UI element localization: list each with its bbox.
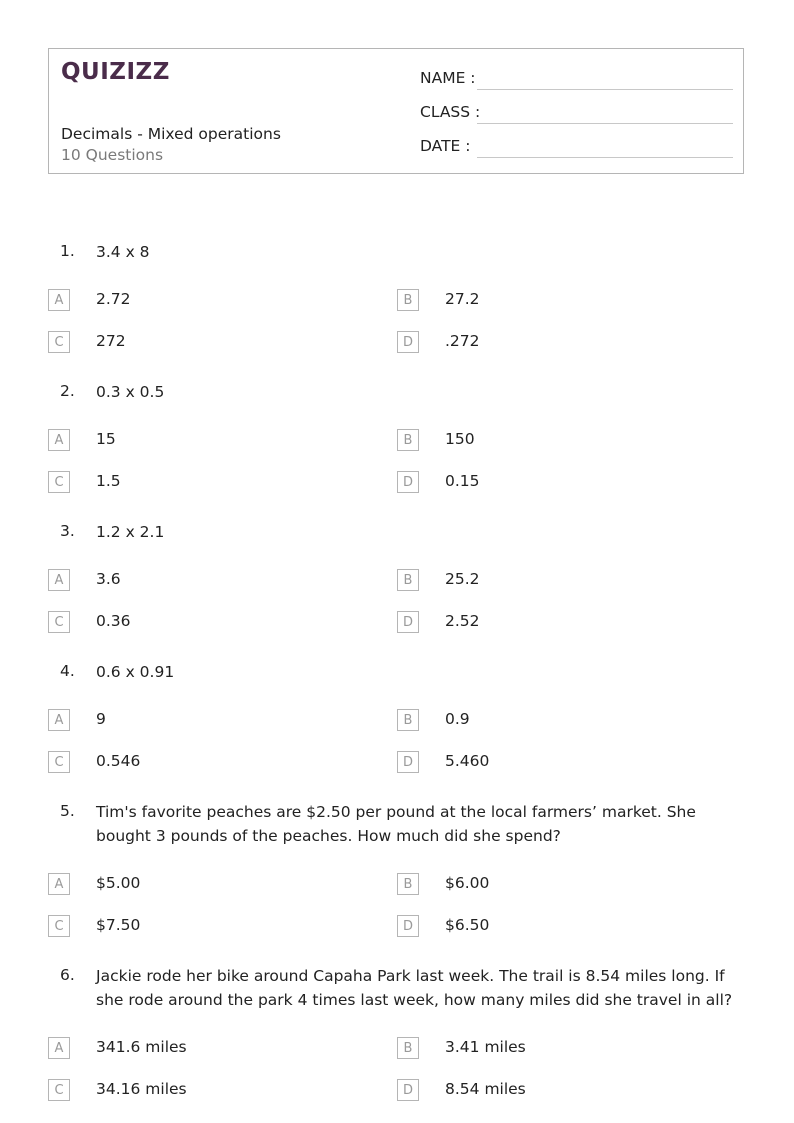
class-line[interactable]: [477, 123, 733, 124]
option-text-d: $6.50: [445, 916, 490, 934]
option-box-a[interactable]: A: [48, 289, 70, 311]
option-box-d[interactable]: D: [397, 751, 419, 773]
question-text: Jackie rode her bike around Capaha Park last week. The trail is 8.54 miles long. If she rode around the park 4 times last week, how many miles did she travel in all?: [96, 967, 733, 1009]
option-box-d[interactable]: D: [397, 471, 419, 493]
option-text-a: 341.6 miles: [96, 1038, 187, 1056]
option-text-d: 0.15: [445, 472, 480, 490]
option-box-c[interactable]: C: [48, 471, 70, 493]
option-text-a: 2.72: [96, 290, 131, 308]
worksheet-header: [48, 48, 744, 174]
option-text-c: 1.5: [96, 472, 121, 490]
option-box-a[interactable]: A: [48, 569, 70, 591]
name-line[interactable]: [477, 89, 733, 90]
option-box-a[interactable]: A: [48, 873, 70, 895]
option-text-c: 34.16 miles: [96, 1080, 187, 1098]
option-text-b: 27.2: [445, 290, 480, 308]
option-text-d: .272: [445, 332, 480, 350]
option-box-b[interactable]: B: [397, 873, 419, 895]
date-label: DATE :: [420, 137, 471, 155]
option-box-b[interactable]: B: [397, 289, 419, 311]
option-text-b: 0.9: [445, 710, 470, 728]
option-text-b: 150: [445, 430, 475, 448]
option-box-a[interactable]: A: [48, 429, 70, 451]
question-text: Tim's favorite peaches are $2.50 per pound at the local farmers’ market. She bought 3 pounds of the peaches. How much did she spend?: [96, 803, 696, 845]
question-text: 0.6 x 0.91: [96, 663, 175, 681]
class-label: CLASS :: [420, 103, 481, 121]
question-text: 0.3 x 0.5: [96, 383, 165, 401]
option-box-d[interactable]: D: [397, 611, 419, 633]
option-box-a[interactable]: A: [48, 709, 70, 731]
option-text-a: 3.6: [96, 570, 121, 588]
option-text-c: 272: [96, 332, 126, 350]
question-number: 1.: [60, 242, 75, 260]
question-count: 10 Questions: [61, 146, 164, 164]
option-box-b[interactable]: B: [397, 429, 419, 451]
option-text-b: 25.2: [445, 570, 480, 588]
option-text-b: $6.00: [445, 874, 490, 892]
option-box-d[interactable]: D: [397, 915, 419, 937]
worksheet-title: Decimals - Mixed operations: [61, 125, 281, 143]
date-line[interactable]: [477, 157, 733, 158]
option-box-c[interactable]: C: [48, 915, 70, 937]
option-box-d[interactable]: D: [397, 331, 419, 353]
option-box-c[interactable]: C: [48, 611, 70, 633]
option-text-c: $7.50: [96, 916, 141, 934]
option-text-b: 3.41 miles: [445, 1038, 526, 1056]
question-number: 4.: [60, 662, 75, 680]
option-box-c[interactable]: C: [48, 751, 70, 773]
option-text-d: 2.52: [445, 612, 480, 630]
option-text-a: 15: [96, 430, 116, 448]
question-number: 5.: [60, 802, 75, 820]
option-text-c: 0.36: [96, 612, 131, 630]
question-number: 6.: [60, 966, 75, 984]
quizizz-logo: QUIZIZZ: [61, 59, 170, 85]
option-text-a: 9: [96, 710, 106, 728]
option-box-d[interactable]: D: [397, 1079, 419, 1101]
option-text-d: 5.460: [445, 752, 490, 770]
option-text-a: $5.00: [96, 874, 141, 892]
question-number: 3.: [60, 522, 75, 540]
question-text: 3.4 x 8: [96, 243, 150, 261]
question-number: 2.: [60, 382, 75, 400]
name-label: NAME :: [420, 69, 476, 87]
option-box-c[interactable]: C: [48, 331, 70, 353]
option-box-a[interactable]: A: [48, 1037, 70, 1059]
option-text-c: 0.546: [96, 752, 141, 770]
option-box-c[interactable]: C: [48, 1079, 70, 1101]
option-box-b[interactable]: B: [397, 709, 419, 731]
option-box-b[interactable]: B: [397, 1037, 419, 1059]
question-text: 1.2 x 2.1: [96, 523, 165, 541]
option-box-b[interactable]: B: [397, 569, 419, 591]
option-text-d: 8.54 miles: [445, 1080, 526, 1098]
